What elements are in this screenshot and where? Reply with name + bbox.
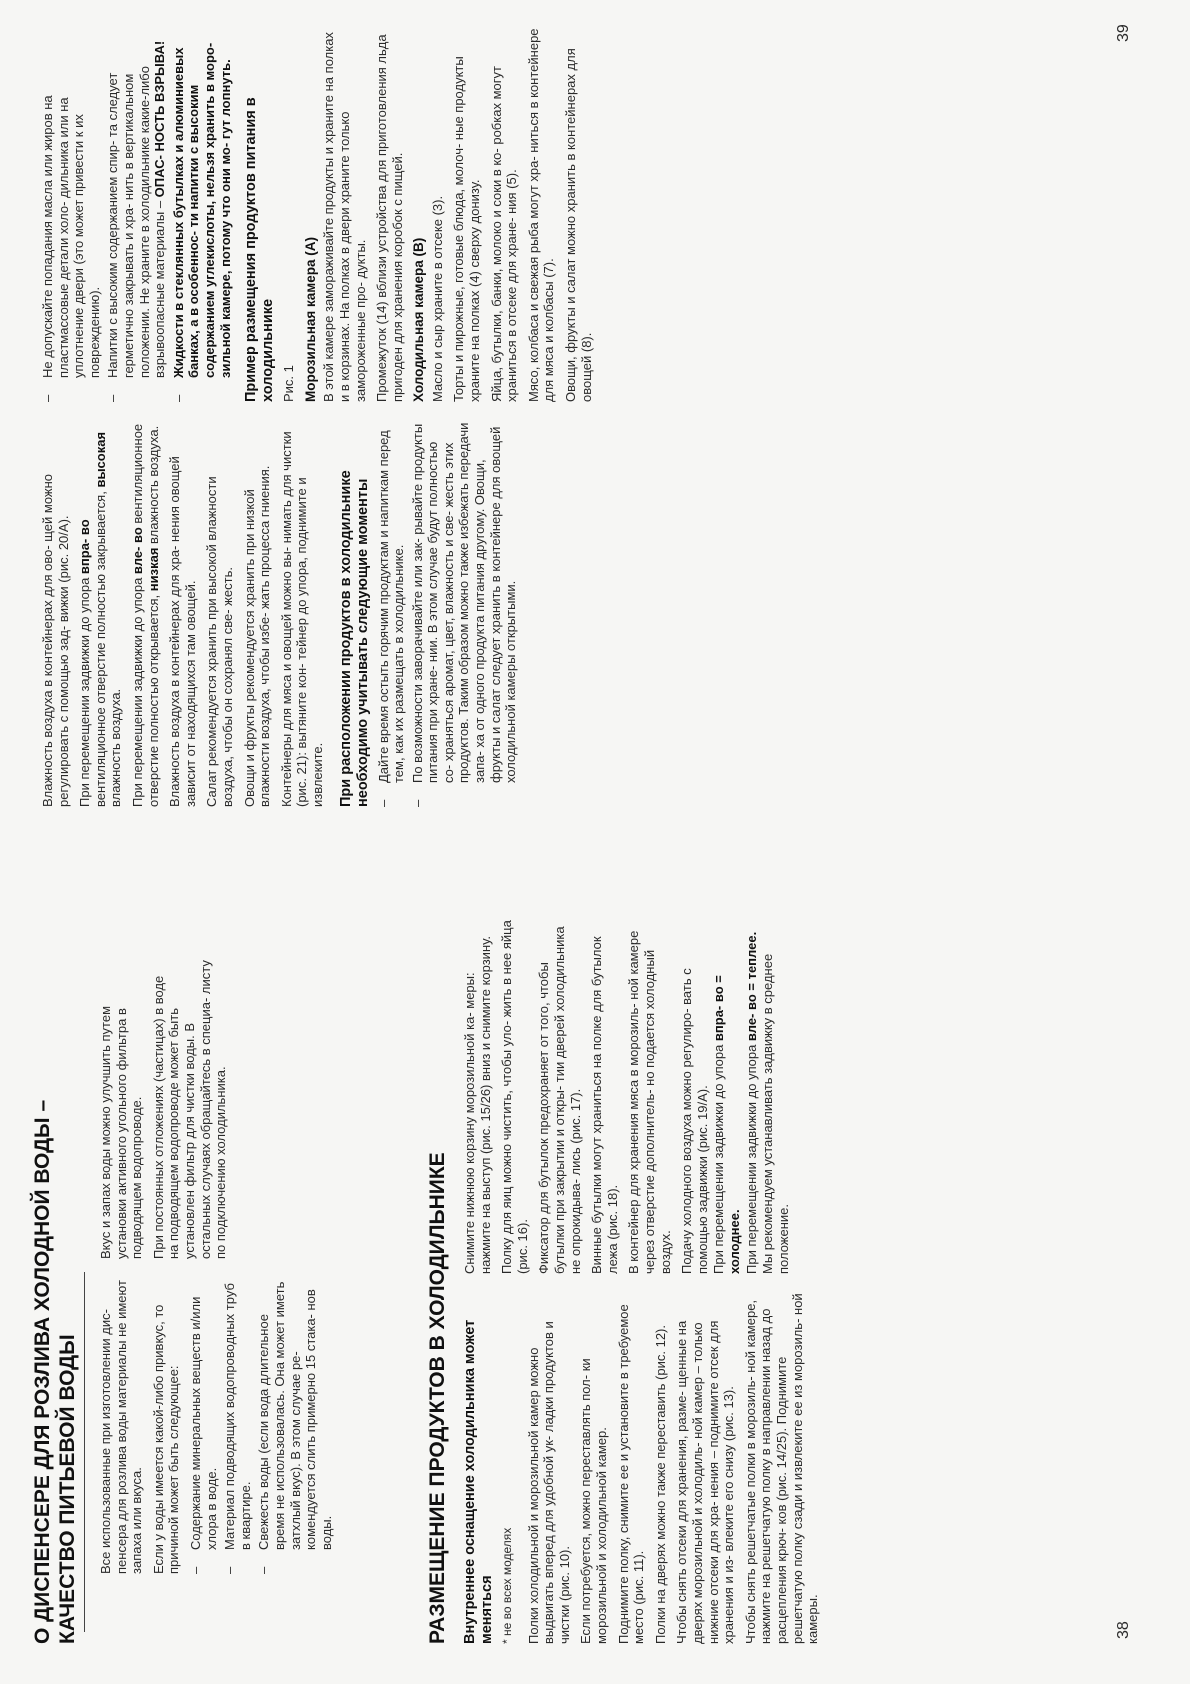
dispenser-col-2 (98, 959, 235, 1259)
paragraph: Если потребуется, можно переставлять пол- ки морозильной и холодильной камер. (578, 1358, 609, 1644)
text: При перемещении задвижки до упора (129, 577, 145, 807)
paragraph: В этой камере замораживайте продукты и храните на полках и в корзинах. На полках в двери храните только замороженные про- дукты. (321, 32, 368, 402)
list-item: – Дайте время остыть горячим продуктам и напиткам перед тем, как их размещать в холодильнике. (376, 422, 407, 807)
paragraph: Снимите нижнюю корзину морозильной ка- меры: нажмите на выступ (рис. 15/26) вниз и снимите корзину. (462, 936, 493, 1274)
paragraph: Полки на дверях можно также переставить (рис. 12). (652, 1325, 668, 1644)
paragraph: Влажность воздуха в контейнерах для хра- нения овощей зависит от находящихся там овощей. (167, 456, 198, 807)
list-item: – По возможности заворачивайте или зак- рывайте продукты питания при хране- нии. В этом случае будут полностью со- храняться аромат, цвет, влажность и све- жесть этих продуктов. Таким образом можно также избежать передачи запа- ха от одного продукта питания другому. Овощи, фрукты и салат следует хранить в контейнере для овощей холодильной камеры открытыми. (410, 422, 519, 807)
dispenser-col-1 (98, 1274, 340, 1574)
bold-text: высокая (92, 431, 108, 488)
text: При перемещении задвижки до упора (711, 1044, 727, 1274)
list-item: – Содержание минеральных веществ и/или хлора в воде. (188, 1274, 219, 1574)
paragraph: Подачу холодного воздуха можно регулиро- вать с помощью задвижки (рис. 19/А). (679, 968, 710, 1274)
right-col-2 (40, 27, 600, 402)
paragraph: Яйца, бутылки, банки, молоко и соки в ко- робках могут храниться в отсеке для хране- ния (5). (488, 66, 520, 402)
paragraph: Фиксатор для бутылок предохраняет от того, чтобы бутылки при закрытии и откры- тии дверей холодильника не опрокидыва- лись (рис. 17). (536, 926, 583, 1274)
paragraph: Полку для яиц можно чистить, чтобы уло- жить в нее яйца (рис. 16). (499, 920, 530, 1274)
paragraph: В контейнер для хранения мяса в морозиль- ной камере через отверстие дополнитель- но подается холодный воздух. (626, 930, 673, 1274)
text: При перемещении задвижки до упора (743, 1044, 759, 1274)
list-item: – Материал подводящих водопроводных труб в квартире. (222, 1274, 253, 1574)
paragraph: При постоянных отложениях (частицах) в воде на подводящем водопроводе может быть установлен фильтр для чистки воды. В остальных случаях обращайтесь в специа- листу по подключению холодильника. (150, 960, 229, 1259)
page-38 (0, 842, 1190, 1684)
paragraph: Мясо, колбаса и свежая рыба могут хра- ниться в контейнере для мяса и колбасы (7). (525, 28, 557, 402)
subheading: При расположении продуктов в холодильнике необходимо учитывать следующие моменты (337, 470, 371, 807)
paragraph: Полки холодильной и морозильной камер можно выдвигать вперед для удобной ук- ладки продуктов и чистки (рис. 10). (525, 1321, 572, 1644)
paragraph: Промежуток (14) вблизи устройства для приготовления льда пригоден для хранения коробок с пищей. (374, 34, 405, 402)
bold-text: низкая (145, 547, 161, 592)
paragraph: Масло и сыр храните в отсеке (3). (429, 195, 445, 402)
paragraph: Контейнеры для мяса и овощей можно вы- нимать для чистки (рис. 21): вытяните кон- тейнер до упора, поднимите и извлеките. (278, 431, 325, 807)
paragraph (711, 919, 742, 1274)
list-item: – Свежесть воды (если вода длительное время не использовалась. Она может иметь затхлый вкус). В этом случае ре- комендуется слить примерно 15 стака- нов воды. (256, 1274, 334, 1574)
page-number-39: 39 (1115, 24, 1132, 42)
list-item (171, 27, 233, 402)
footnote: * не во всех моделях (500, 1527, 514, 1644)
paragraph: Мы рекомендуем устанавливать задвижку в среднее положение. (760, 953, 791, 1274)
subheading: Внутреннее оснащение холодильника может меняться (462, 1319, 495, 1644)
section-col-2 (462, 919, 797, 1274)
paragraph: Винные бутылки могут храниться на полке для бутылок лежа (рис. 18). (589, 936, 620, 1274)
paragraph: Овощи, фрукты и салат можно хранить в контейнерах для овощей (8). (563, 48, 594, 402)
page-number-38: 38 (1115, 1621, 1132, 1639)
paragraph (77, 422, 124, 807)
list-item: – Не допускайте попадания масла или жиров на пластмассовые детали холо- дильника или на уплотнение двери (это может привести к их повреждению). (40, 27, 102, 402)
section-title: РАЗМЕЩЕНИЕ ПРОДУКТОВ В ХОЛОДИЛЬНИКЕ (426, 1152, 449, 1644)
bold-text: вле- во = теплее. (743, 931, 759, 1042)
dispenser-intro: Все использованные при изготовлении дис- пенсера для розлива воды материалы не имеют запаха или вкуса. (98, 1280, 145, 1574)
dispenser-title (30, 924, 80, 1644)
paragraph: Овощи и фрукты рекомендуется хранить при низкой влажности воздуха, чтобы избе- жать процесса гниения. (241, 465, 273, 807)
text: Напитки с высоким содержанием спир- та следует герметично закрывать и хра- нить в вертикальном положении. Не храните в холодильнике какие-либо взрывоопасные материалы – (105, 66, 168, 378)
text: вентиляционное отверстие полностью закрывается, (92, 491, 108, 807)
fridge-heading: Холодильная камера (В) (411, 237, 427, 402)
figure-ref: Рис. 1 (281, 365, 297, 402)
text: влажность воздуха. (108, 688, 124, 807)
dispenser-title-line2: КАЧЕСТВО ПИТЬЕВОЙ ВОДЫ (56, 1334, 79, 1644)
paragraph: Торты и пирожные, готовые блюда, молоч- ные продукты храните на полках (4) сверху донизу. (451, 56, 483, 402)
paragraph: Вкус и запах воды можно улучшить путем установки активного угольного фильтра в подводящем водопроводе. (98, 1005, 145, 1259)
text: При перемещении задвижки до упора (77, 577, 93, 807)
paragraph: Чтобы снять отсеки для хранения, разме- щенные на дверях морозильной и холодиль- ной камер – только нижние отсеки для хра- нения – поднимите отсек для хранения и из- влеките его снизу (рис. 13). (674, 1320, 737, 1644)
dispenser-cause-intro: Если у воды имеется какой-либо привкус, то причиной может быть следующее: (150, 1304, 182, 1574)
paragraph (744, 919, 760, 1274)
dispenser-causes-list (188, 1274, 334, 1574)
paragraph (130, 422, 161, 807)
placement-list (376, 422, 519, 807)
bold-text: впра- во (77, 519, 93, 575)
text: вентиляционное отверстие полностью открывается, (129, 423, 161, 807)
bold-text: ОПАС- НОСТЬ ВЗРЫВА! (152, 40, 168, 198)
warnings-list (40, 27, 233, 402)
bold-text: вле- во (129, 527, 145, 575)
paragraph: Салат рекомендуется хранить при высокой влажности воздуха, чтобы он сохранял све- жесть. (204, 476, 235, 807)
bold-text: Жидкости в стеклянных бутылках и алюминиевых банках, а в особеннос- ти напитки с высоким содержанием углекислоты, нельзя хранить в моро- зильной камере, потому что они мо- гут лопнуть. (170, 42, 233, 378)
paragraph: Поднимите полку, снимите ее и установите в требуемое место (рис. 11). (615, 1304, 647, 1644)
bold-text: впра- во = холоднее. (711, 975, 742, 1274)
title-underline (84, 1272, 85, 1632)
list-item (105, 27, 167, 402)
section-col-1 (462, 1289, 827, 1644)
subheading: Пример размещения продуктов питания в холодильнике (243, 97, 277, 402)
freezer-heading: Морозильная камера (А) (302, 237, 318, 402)
right-col-1 (40, 422, 525, 807)
paragraph: Чтобы снять решетчатые полки в морозиль- ной камере, нажмите на решетчатую полку в направлении назад до расцепления крюч- ков (рис. 14/25). Поднимите решетчатую полку сзади и извлеките ее из морозиль- ной камеры. (742, 1293, 821, 1644)
dispenser-title-line1: О ДИСПЕНСЕРЕ ДЛЯ РОЗЛИВА ХОЛОДНОЙ ВОДЫ – (31, 1099, 54, 1644)
paragraph: Влажность воздуха в контейнерах для ово- щей можно регулировать с помощью зад- вижки (рис. 20/А). (40, 473, 71, 807)
text: влажность воздуха. (145, 425, 161, 544)
